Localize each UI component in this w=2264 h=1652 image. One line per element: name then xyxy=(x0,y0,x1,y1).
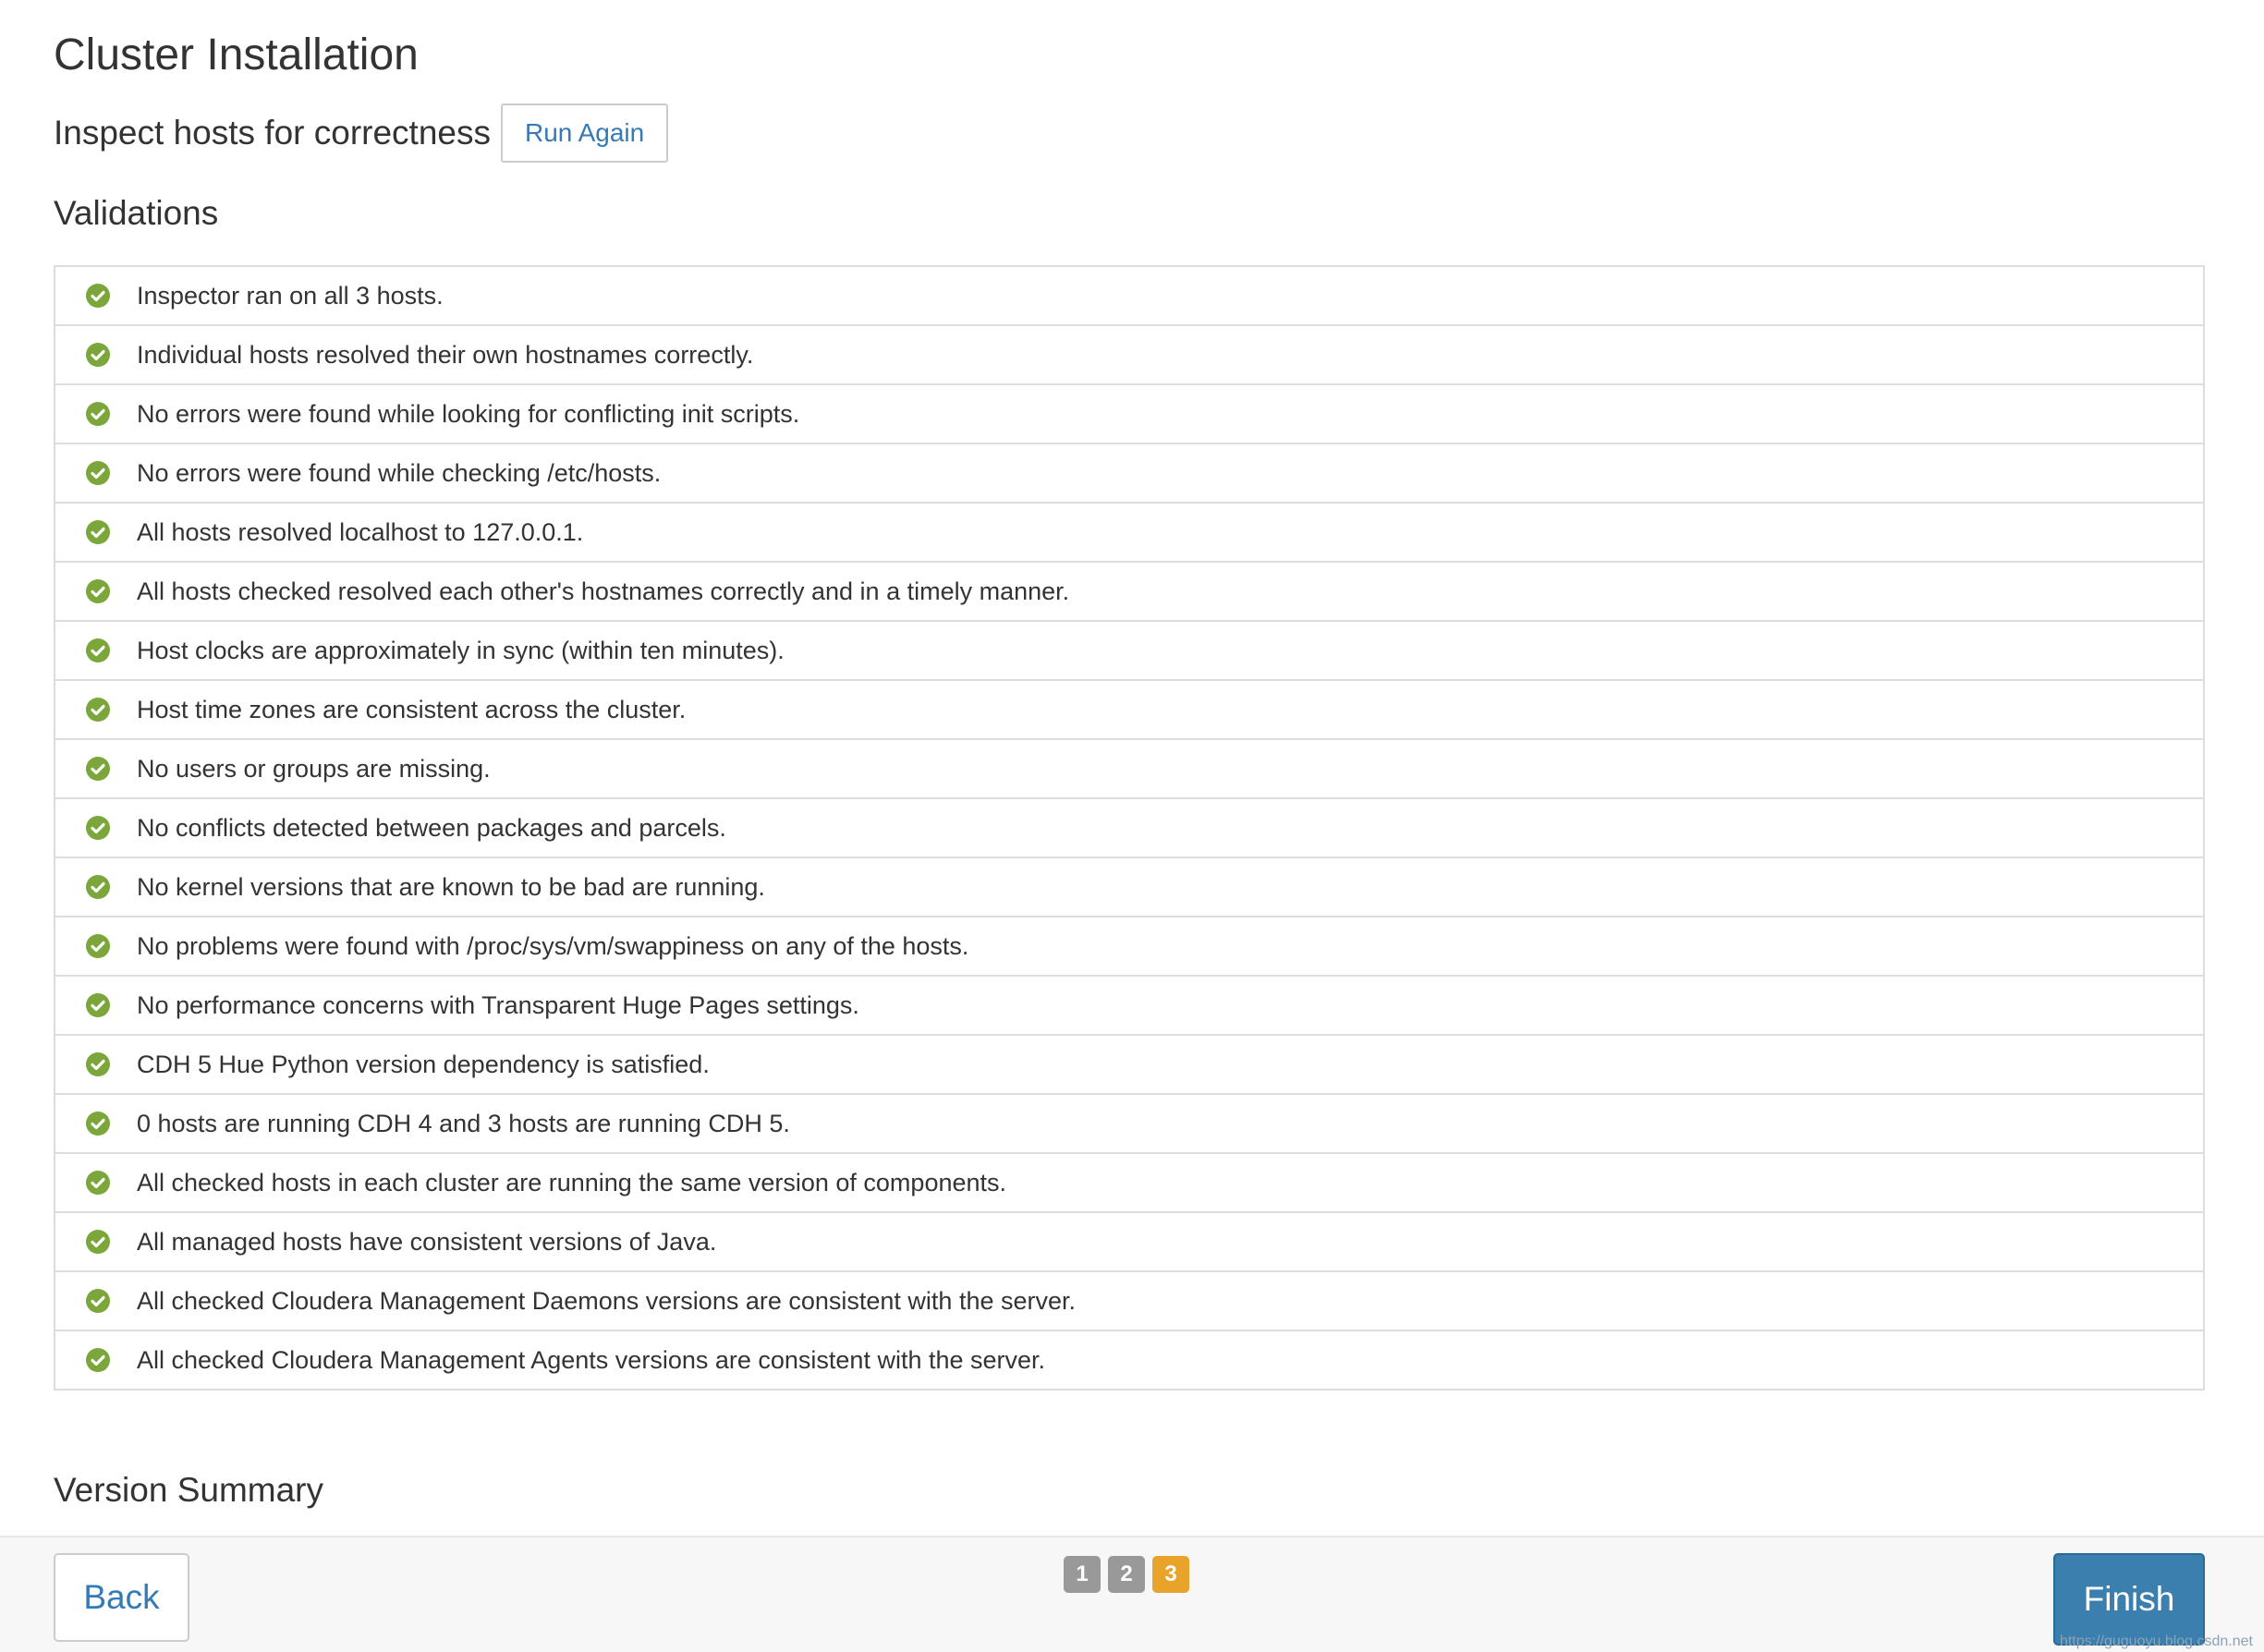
check-circle-icon xyxy=(86,638,110,662)
step-3[interactable]: 3 xyxy=(1152,1556,1189,1593)
validation-text: All checked hosts in each cluster are running the same version of components. xyxy=(137,1168,1007,1196)
step-indicator xyxy=(1064,1556,1189,1593)
validation-text: No problems were found with /proc/sys/vm/swappiness on any of the hosts. xyxy=(137,931,969,960)
check-circle-icon xyxy=(86,934,110,958)
validation-row xyxy=(55,679,2203,738)
validation-row xyxy=(55,856,2203,916)
check-circle-icon xyxy=(86,1230,110,1254)
validation-text: No errors were found while checking /etc/hosts. xyxy=(137,458,662,487)
validation-text: No users or groups are missing. xyxy=(137,754,491,783)
step-1[interactable]: 1 xyxy=(1064,1556,1101,1593)
check-circle-icon xyxy=(86,1289,110,1313)
validations-heading: Validations xyxy=(54,194,219,232)
validation-row xyxy=(55,267,2203,324)
check-circle-icon xyxy=(86,993,110,1017)
check-circle-icon xyxy=(86,461,110,485)
validation-row xyxy=(55,1270,2203,1330)
validation-text: All managed hosts have consistent versions of Java. xyxy=(137,1227,717,1256)
run-again-button[interactable]: Run Again xyxy=(501,103,668,163)
validation-row xyxy=(55,383,2203,443)
check-circle-icon xyxy=(86,579,110,603)
back-button[interactable]: Back xyxy=(54,1553,189,1642)
validation-text: CDH 5 Hue Python version dependency is satisfied. xyxy=(137,1050,710,1078)
validation-text: All hosts checked resolved each other's hostnames correctly and in a timely manner. xyxy=(137,577,1070,605)
check-circle-icon xyxy=(86,520,110,544)
validation-row xyxy=(55,916,2203,975)
check-circle-icon xyxy=(86,698,110,722)
validation-row xyxy=(55,324,2203,383)
validation-row xyxy=(55,797,2203,856)
validation-row xyxy=(55,1330,2203,1389)
validation-text: Host clocks are approximately in sync (within ten minutes). xyxy=(137,636,785,664)
check-circle-icon xyxy=(86,875,110,899)
validation-text: 0 hosts are running CDH 4 and 3 hosts are running CDH 5. xyxy=(137,1109,790,1137)
version-summary-heading: Version Summary xyxy=(54,1471,323,1509)
wizard-footer xyxy=(0,1536,2264,1652)
validations-list xyxy=(54,265,2205,1391)
validation-row xyxy=(55,620,2203,679)
watermark: https://guguoyu.blog.csdn.net xyxy=(2059,1634,2253,1649)
validation-row xyxy=(55,561,2203,620)
validation-text: All checked Cloudera Management Daemons versions are consistent with the server. xyxy=(137,1286,1077,1315)
check-circle-icon xyxy=(86,1171,110,1195)
check-circle-icon xyxy=(86,816,110,840)
validation-text: No conflicts detected between packages and parcels. xyxy=(137,813,726,842)
validation-row xyxy=(55,1034,2203,1093)
inspect-hosts-row xyxy=(54,103,668,163)
step-2[interactable]: 2 xyxy=(1108,1556,1145,1593)
validation-row xyxy=(55,443,2203,502)
check-circle-icon xyxy=(86,1348,110,1372)
validation-row xyxy=(55,502,2203,561)
validation-row xyxy=(55,1152,2203,1211)
validation-row xyxy=(55,1211,2203,1270)
check-circle-icon xyxy=(86,757,110,781)
validation-row xyxy=(55,738,2203,797)
validation-text: All checked Cloudera Management Agents versions are consistent with the server. xyxy=(137,1345,1046,1374)
check-circle-icon xyxy=(86,284,110,308)
validation-text: Individual hosts resolved their own hostnames correctly. xyxy=(137,340,754,369)
validation-row xyxy=(55,975,2203,1034)
validation-text: Inspector ran on all 3 hosts. xyxy=(137,281,444,310)
validation-text: Host time zones are consistent across the cluster. xyxy=(137,695,687,723)
page-title: Cluster Installation xyxy=(54,30,419,79)
check-circle-icon xyxy=(86,1052,110,1076)
finish-button[interactable]: Finish xyxy=(2053,1553,2205,1646)
validation-text: No kernel versions that are known to be bad are running. xyxy=(137,872,765,901)
validation-text: No performance concerns with Transparent Huge Pages settings. xyxy=(137,990,859,1019)
validation-text: No errors were found while looking for conflicting init scripts. xyxy=(137,399,800,428)
validation-text: All hosts resolved localhost to 127.0.0.1. xyxy=(137,517,584,546)
validation-row xyxy=(55,1093,2203,1152)
check-circle-icon xyxy=(86,343,110,367)
inspect-hosts-heading: Inspect hosts for correctness xyxy=(54,114,491,152)
check-circle-icon xyxy=(86,402,110,426)
check-circle-icon xyxy=(86,1111,110,1136)
